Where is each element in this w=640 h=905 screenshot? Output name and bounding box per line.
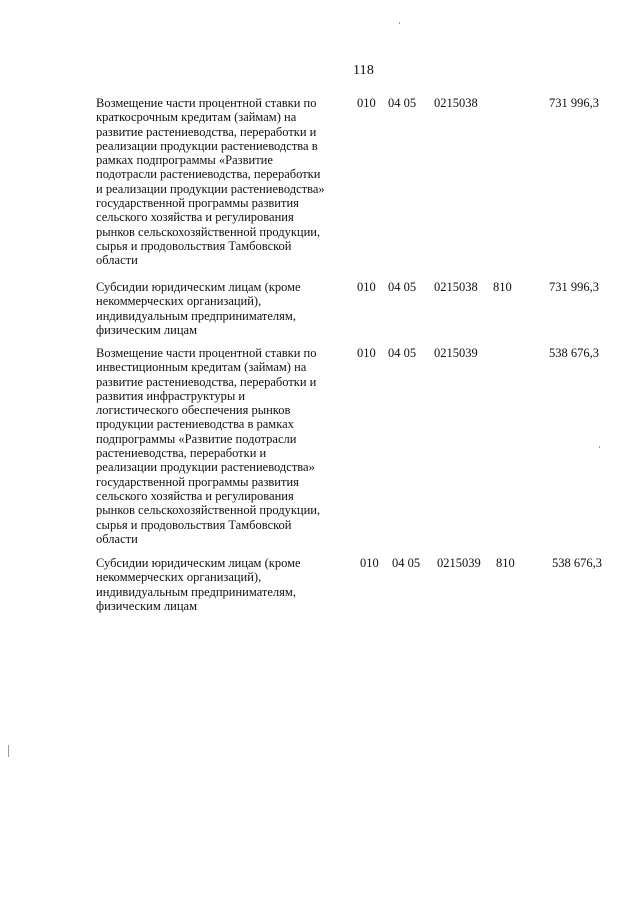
expense-type-code: 810 xyxy=(496,556,515,570)
row-description: Возмещение части процентной ставки по краткосрочным кредитам (займам) на развитие растениеводства, переработки и реализации продукции растениеводства в рамках подпрограммы «Развитие подотрасли растениеводства, переработки и реализации продукции растениеводства» государственной программы развития сельского хозяйства и регулирования рынков сельскохозяйственной продукции, сырья и продовольствия Тамбовской области xyxy=(96,96,325,268)
section-code: 04 05 xyxy=(388,96,417,110)
expense-type-code: 810 xyxy=(493,280,512,294)
target-code: 0215038 xyxy=(434,280,478,294)
scan-mark xyxy=(399,22,400,24)
ministry-code: 010 xyxy=(357,280,376,294)
section-code: 04 05 xyxy=(388,280,417,294)
section-code: 04 05 xyxy=(392,556,421,570)
amount-value: 731 996,3 xyxy=(549,280,599,294)
section-code: 04 05 xyxy=(388,346,417,360)
page-number: 118 xyxy=(353,63,375,78)
row-description: Субсидии юридическим лицам (кроме некоммерческих организаций), индивидуальным предпринимателям, физическим лицам xyxy=(96,556,301,613)
row-description: Субсидии юридическим лицам (кроме некоммерческих организаций), индивидуальным предпринимателям, физическим лицам xyxy=(96,280,301,337)
scan-mark xyxy=(8,745,9,757)
target-code: 0215038 xyxy=(434,96,478,110)
ministry-code: 010 xyxy=(357,96,376,110)
target-code: 0215039 xyxy=(437,556,481,570)
amount-value: 538 676,3 xyxy=(552,556,602,570)
target-code: 0215039 xyxy=(434,346,478,360)
row-description: Возмещение части процентной ставки по инвестиционным кредитам (займам) на развитие растениеводства, переработки и развития инфраструктуры и логистического обеспечения рынков продукции растениеводства в рамках подпрограммы «Развитие подотрасли растениеводства, переработки и реализации продукции растениеводства» государственной программы развития сельского хозяйства и регулирования рынков сельскохозяйственной продукции, сырья и продовольствия Тамбовской области xyxy=(96,346,321,546)
ministry-code: 010 xyxy=(360,556,379,570)
amount-value: 538 676,3 xyxy=(549,346,599,360)
scan-mark xyxy=(599,446,600,448)
amount-value: 731 996,3 xyxy=(549,96,599,110)
ministry-code: 010 xyxy=(357,346,376,360)
